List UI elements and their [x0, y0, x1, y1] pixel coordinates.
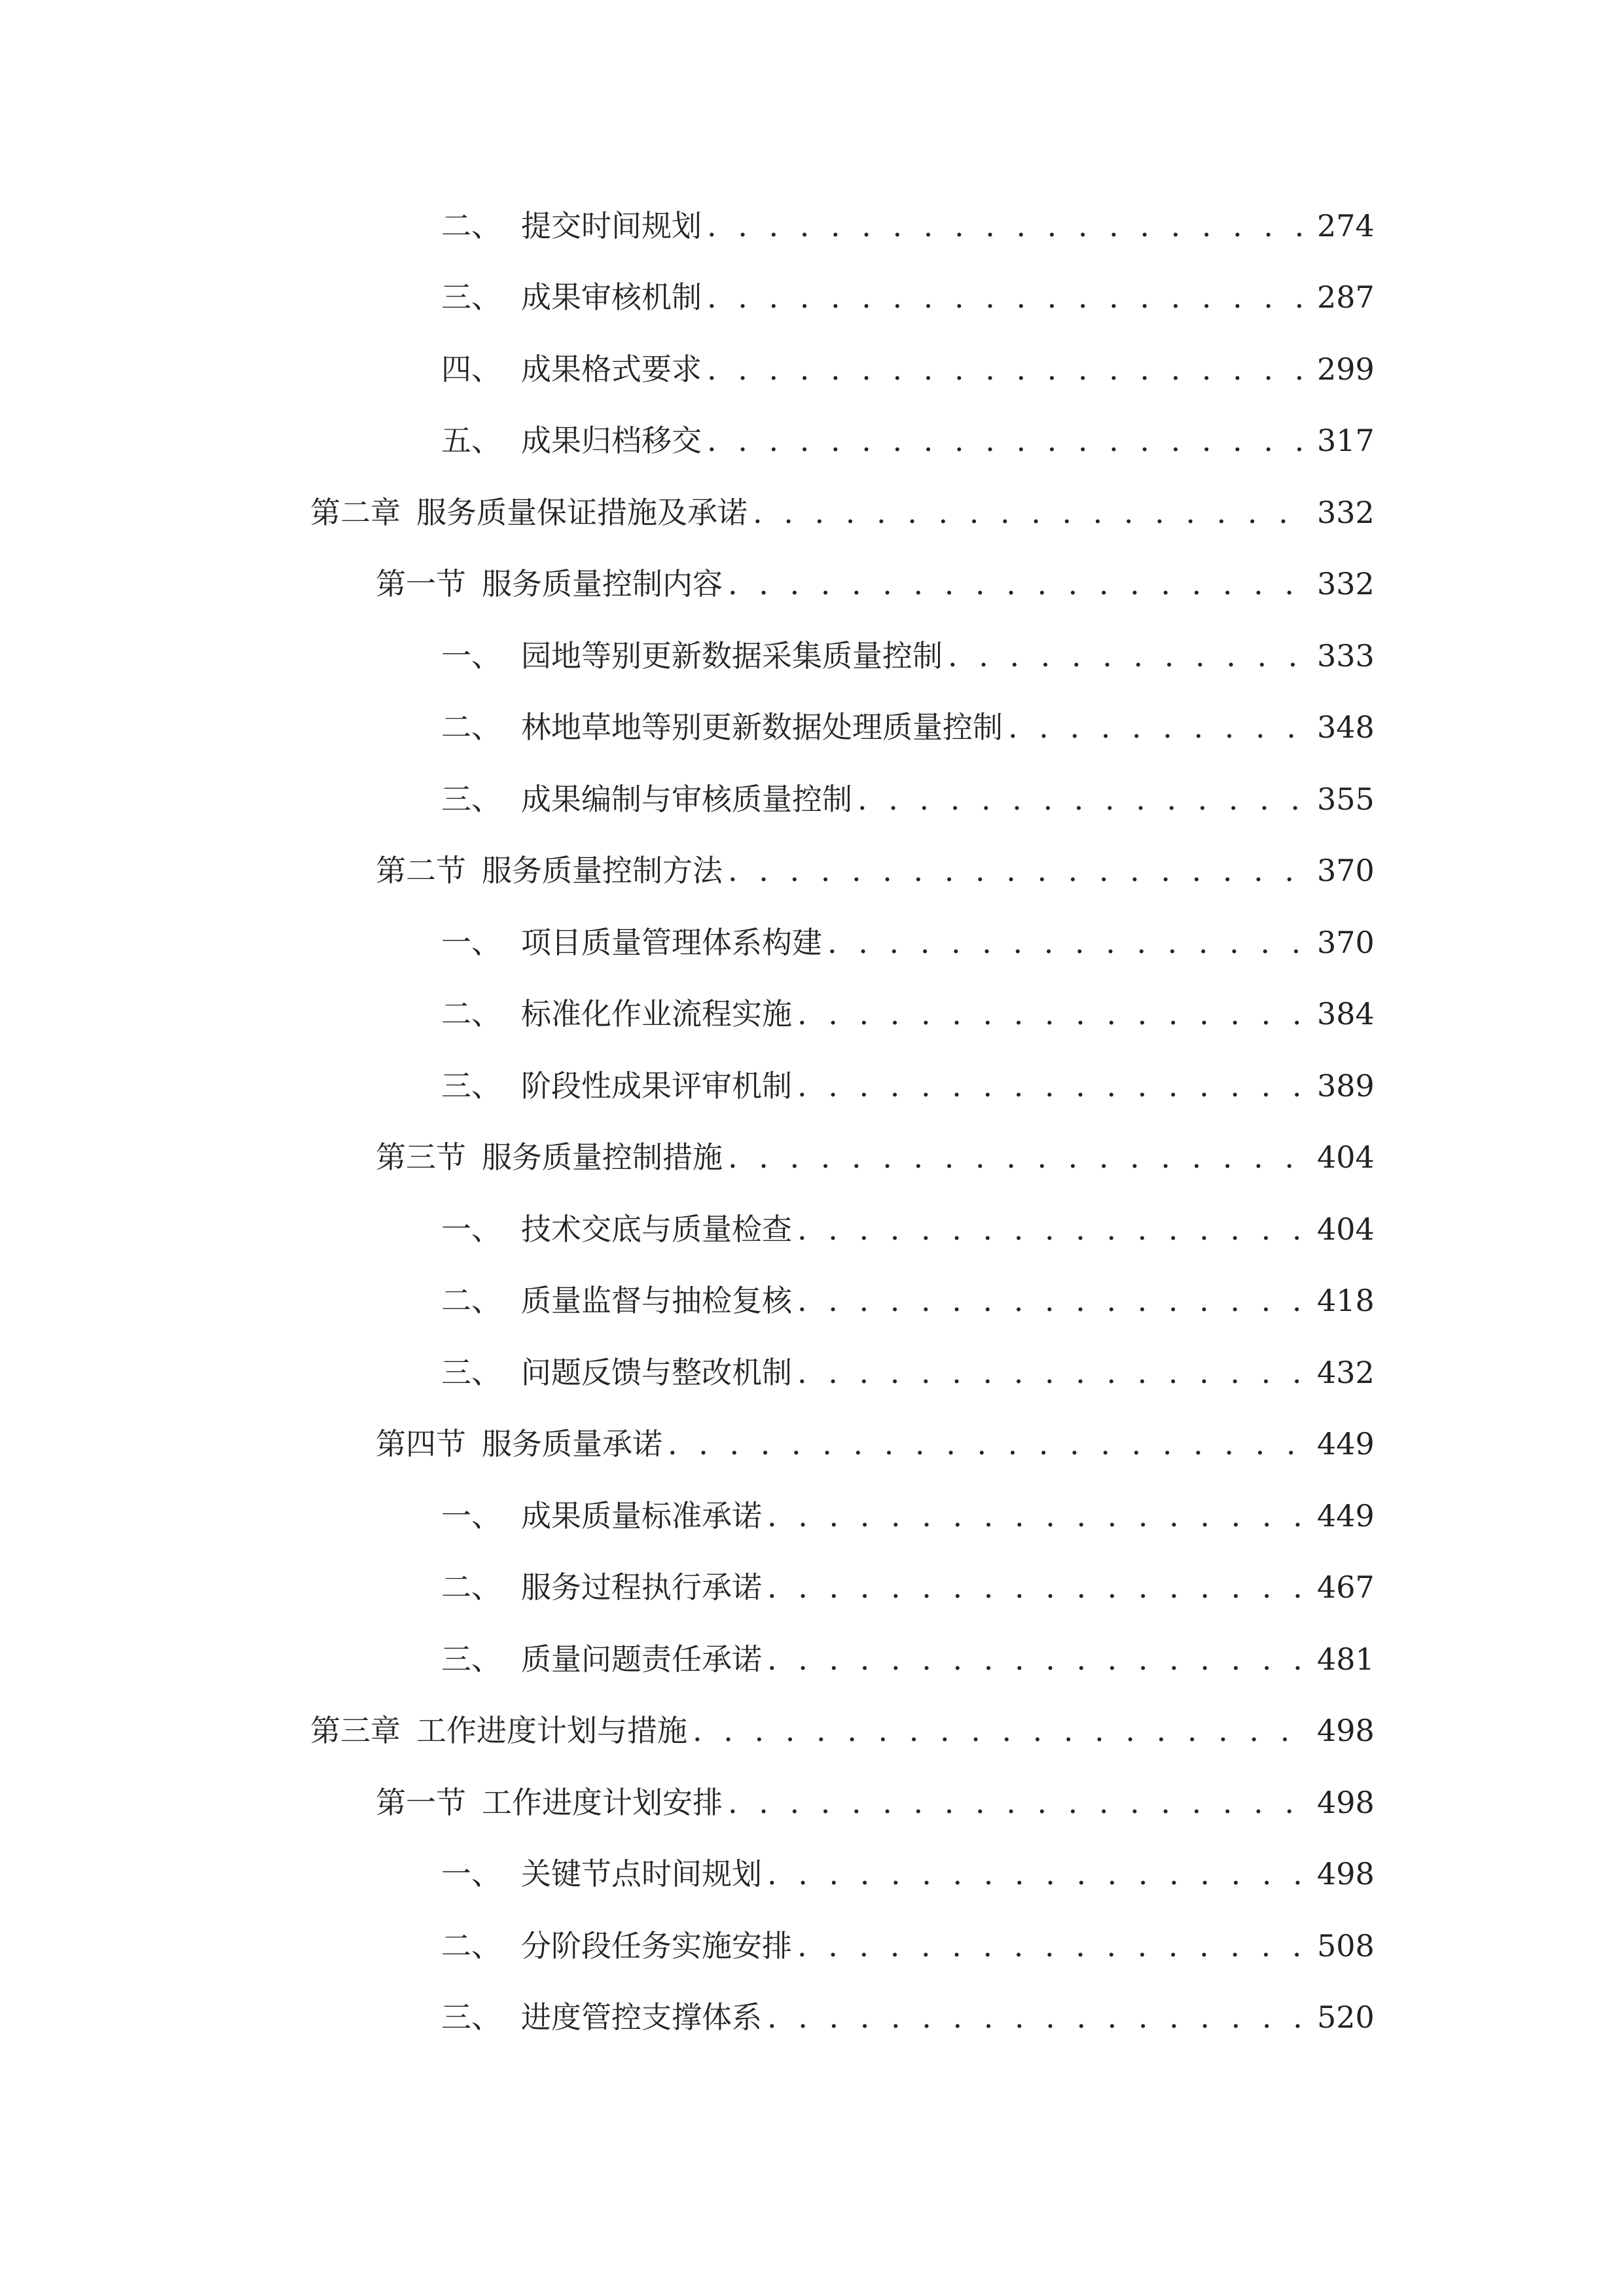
dot-leader: [797, 1066, 1307, 1105]
dot-leader: [728, 564, 1307, 603]
toc-page-number: 498: [1317, 1784, 1375, 1820]
toc-page-number: 498: [1317, 1856, 1375, 1892]
dot-leader: [767, 1568, 1307, 1607]
toc-entry[interactable]: [0, 835, 1624, 907]
dot-leader: [668, 1424, 1307, 1463]
toc-entry-title: 成果审核机制: [521, 279, 702, 315]
toc-entry-number: 三、: [441, 2000, 501, 2036]
toc-entry-title: 成果格式要求: [521, 351, 702, 387]
toc-entry[interactable]: [0, 548, 1624, 620]
toc-entry-title: 关键节点时间规划: [521, 1856, 762, 1892]
toc-page-number: 274: [1317, 207, 1375, 243]
toc-entry-title: 技术交底与质量检查: [521, 1211, 792, 1247]
toc-page-number: 287: [1317, 279, 1375, 315]
toc-entry-title: 服务质量承诺: [482, 1426, 662, 1462]
toc-entry-title: 服务质量控制方法: [482, 853, 723, 889]
dot-leader: [767, 1998, 1307, 2037]
dot-leader: [797, 1926, 1307, 1965]
toc-entry[interactable]: [0, 1695, 1624, 1767]
toc-entry[interactable]: [0, 333, 1624, 405]
toc-page-number: 498: [1317, 1713, 1375, 1749]
toc-page-number: 333: [1317, 637, 1375, 673]
toc-entry[interactable]: [0, 1193, 1624, 1265]
toc-entry-number: 二、: [441, 1283, 501, 1319]
toc-page-number: 449: [1317, 1426, 1375, 1462]
toc-entry[interactable]: [0, 1767, 1624, 1839]
dot-leader: [827, 923, 1307, 962]
dot-leader: [797, 1353, 1307, 1392]
toc-entry-number: 第一节: [376, 1784, 466, 1820]
toc-entry-number: 一、: [441, 1211, 501, 1247]
toc-page-number: 348: [1317, 709, 1375, 745]
toc-entry[interactable]: [0, 692, 1624, 764]
toc-entry-number: 三、: [441, 781, 501, 817]
toc-page-number: 404: [1317, 1211, 1375, 1247]
dot-leader: [797, 1210, 1307, 1249]
dot-leader: [1008, 708, 1307, 747]
toc-entry-number: 第三节: [376, 1139, 466, 1175]
toc-entry-number: 一、: [441, 1498, 501, 1534]
dot-leader: [728, 1783, 1307, 1822]
toc-entry-title: 阶段性成果评审机制: [521, 1067, 792, 1103]
toc-entry[interactable]: [0, 906, 1624, 978]
toc-entry-number: 一、: [441, 637, 501, 673]
toc-page-number: 481: [1317, 1641, 1375, 1677]
toc-entry-number: 第二章: [310, 494, 401, 530]
toc-entry-number: 三、: [441, 1354, 501, 1390]
toc-entry[interactable]: [0, 978, 1624, 1050]
table-of-contents: [0, 190, 1624, 2053]
toc-entry-number: 二、: [441, 996, 501, 1032]
toc-page-number: 370: [1317, 924, 1375, 960]
toc-entry-title: 林地草地等别更新数据处理质量控制: [521, 709, 1003, 745]
toc-page-number: 370: [1317, 853, 1375, 889]
toc-entry-title: 服务过程执行承诺: [521, 1570, 762, 1605]
toc-page-number: 384: [1317, 996, 1375, 1032]
dot-leader: [797, 1281, 1307, 1320]
toc-entry-number: 二、: [441, 207, 501, 243]
toc-entry-number: 一、: [441, 1856, 501, 1892]
toc-entry-number: 第四节: [376, 1426, 466, 1462]
toc-page-number: 418: [1317, 1283, 1375, 1319]
toc-page-number: 299: [1317, 351, 1375, 387]
toc-entry-number: 一、: [441, 924, 501, 960]
dot-leader: [728, 1138, 1307, 1177]
toc-entry-title: 服务质量控制措施: [482, 1139, 723, 1175]
toc-page-number: 467: [1317, 1570, 1375, 1605]
dot-leader: [797, 994, 1307, 1033]
toc-entry[interactable]: [0, 1839, 1624, 1910]
toc-page-number: 317: [1317, 423, 1375, 459]
toc-entry-number: 二、: [441, 709, 501, 745]
dot-leader: [707, 278, 1307, 317]
toc-entry[interactable]: [0, 405, 1624, 477]
dot-leader: [767, 1496, 1307, 1535]
dot-leader: [767, 1640, 1307, 1679]
toc-entry-title: 成果质量标准承诺: [521, 1498, 762, 1534]
dot-leader: [753, 493, 1307, 532]
toc-entry[interactable]: [0, 1982, 1624, 2054]
toc-entry-title: 标准化作业流程实施: [521, 996, 792, 1032]
toc-entry-number: 第二节: [376, 853, 466, 889]
toc-entry-title: 问题反馈与整改机制: [521, 1354, 792, 1390]
toc-entry[interactable]: [0, 1480, 1624, 1552]
toc-entry[interactable]: [0, 1623, 1624, 1695]
toc-entry-number: 五、: [441, 423, 501, 459]
dot-leader: [707, 350, 1307, 389]
toc-entry[interactable]: [0, 1122, 1624, 1194]
toc-entry-title: 项目质量管理体系构建: [521, 924, 822, 960]
toc-page-number: 332: [1317, 566, 1375, 602]
toc-page-number: 332: [1317, 494, 1375, 530]
toc-entry[interactable]: [0, 476, 1624, 548]
toc-entry-title: 工作进度计划安排: [482, 1784, 723, 1820]
toc-page-number: 389: [1317, 1067, 1375, 1103]
toc-entry-title: 成果编制与审核质量控制: [521, 781, 852, 817]
toc-entry[interactable]: [0, 1552, 1624, 1624]
toc-entry[interactable]: [0, 1336, 1624, 1408]
toc-entry-title: 进度管控支撑体系: [521, 2000, 762, 2036]
toc-entry-title: 服务质量保证措施及承诺: [416, 494, 748, 530]
dot-leader: [707, 206, 1307, 245]
toc-entry-number: 三、: [441, 279, 501, 315]
toc-entry-number: 第一节: [376, 566, 466, 602]
toc-entry-number: 三、: [441, 1067, 501, 1103]
toc-entry-title: 质量问题责任承诺: [521, 1641, 762, 1677]
toc-page-number: 520: [1317, 2000, 1375, 2036]
toc-page-number: 508: [1317, 1928, 1375, 1964]
toc-entry-number: 二、: [441, 1928, 501, 1964]
toc-entry[interactable]: [0, 262, 1624, 334]
toc-entry-number: 第三章: [310, 1713, 401, 1749]
toc-entry[interactable]: [0, 763, 1624, 835]
toc-page-number: 404: [1317, 1139, 1375, 1175]
toc-entry[interactable]: [0, 190, 1624, 262]
toc-entry-title: 工作进度计划与措施: [416, 1713, 687, 1749]
toc-entry-title: 分阶段任务实施安排: [521, 1928, 792, 1964]
dot-leader: [857, 780, 1307, 819]
toc-entry[interactable]: [0, 1910, 1624, 1982]
toc-entry[interactable]: [0, 1408, 1624, 1480]
toc-entry[interactable]: [0, 620, 1624, 692]
toc-entry-title: 服务质量控制内容: [482, 566, 723, 602]
toc-entry[interactable]: [0, 1050, 1624, 1122]
toc-entry-title: 园地等别更新数据采集质量控制: [521, 637, 943, 673]
toc-page-number: 432: [1317, 1354, 1375, 1390]
toc-entry[interactable]: [0, 1265, 1624, 1337]
toc-entry-number: 四、: [441, 351, 501, 387]
dot-leader: [707, 421, 1307, 460]
toc-entry-title: 质量监督与抽检复核: [521, 1283, 792, 1319]
dot-leader: [948, 636, 1307, 675]
toc-entry-title: 成果归档移交: [521, 423, 702, 459]
toc-entry-number: 三、: [441, 1641, 501, 1677]
dot-leader: [728, 851, 1307, 890]
dot-leader: [767, 1854, 1307, 1893]
toc-page-number: 449: [1317, 1498, 1375, 1534]
dot-leader: [693, 1711, 1307, 1750]
toc-entry-title: 提交时间规划: [521, 207, 702, 243]
toc-entry-number: 二、: [441, 1570, 501, 1605]
toc-page-number: 355: [1317, 781, 1375, 817]
